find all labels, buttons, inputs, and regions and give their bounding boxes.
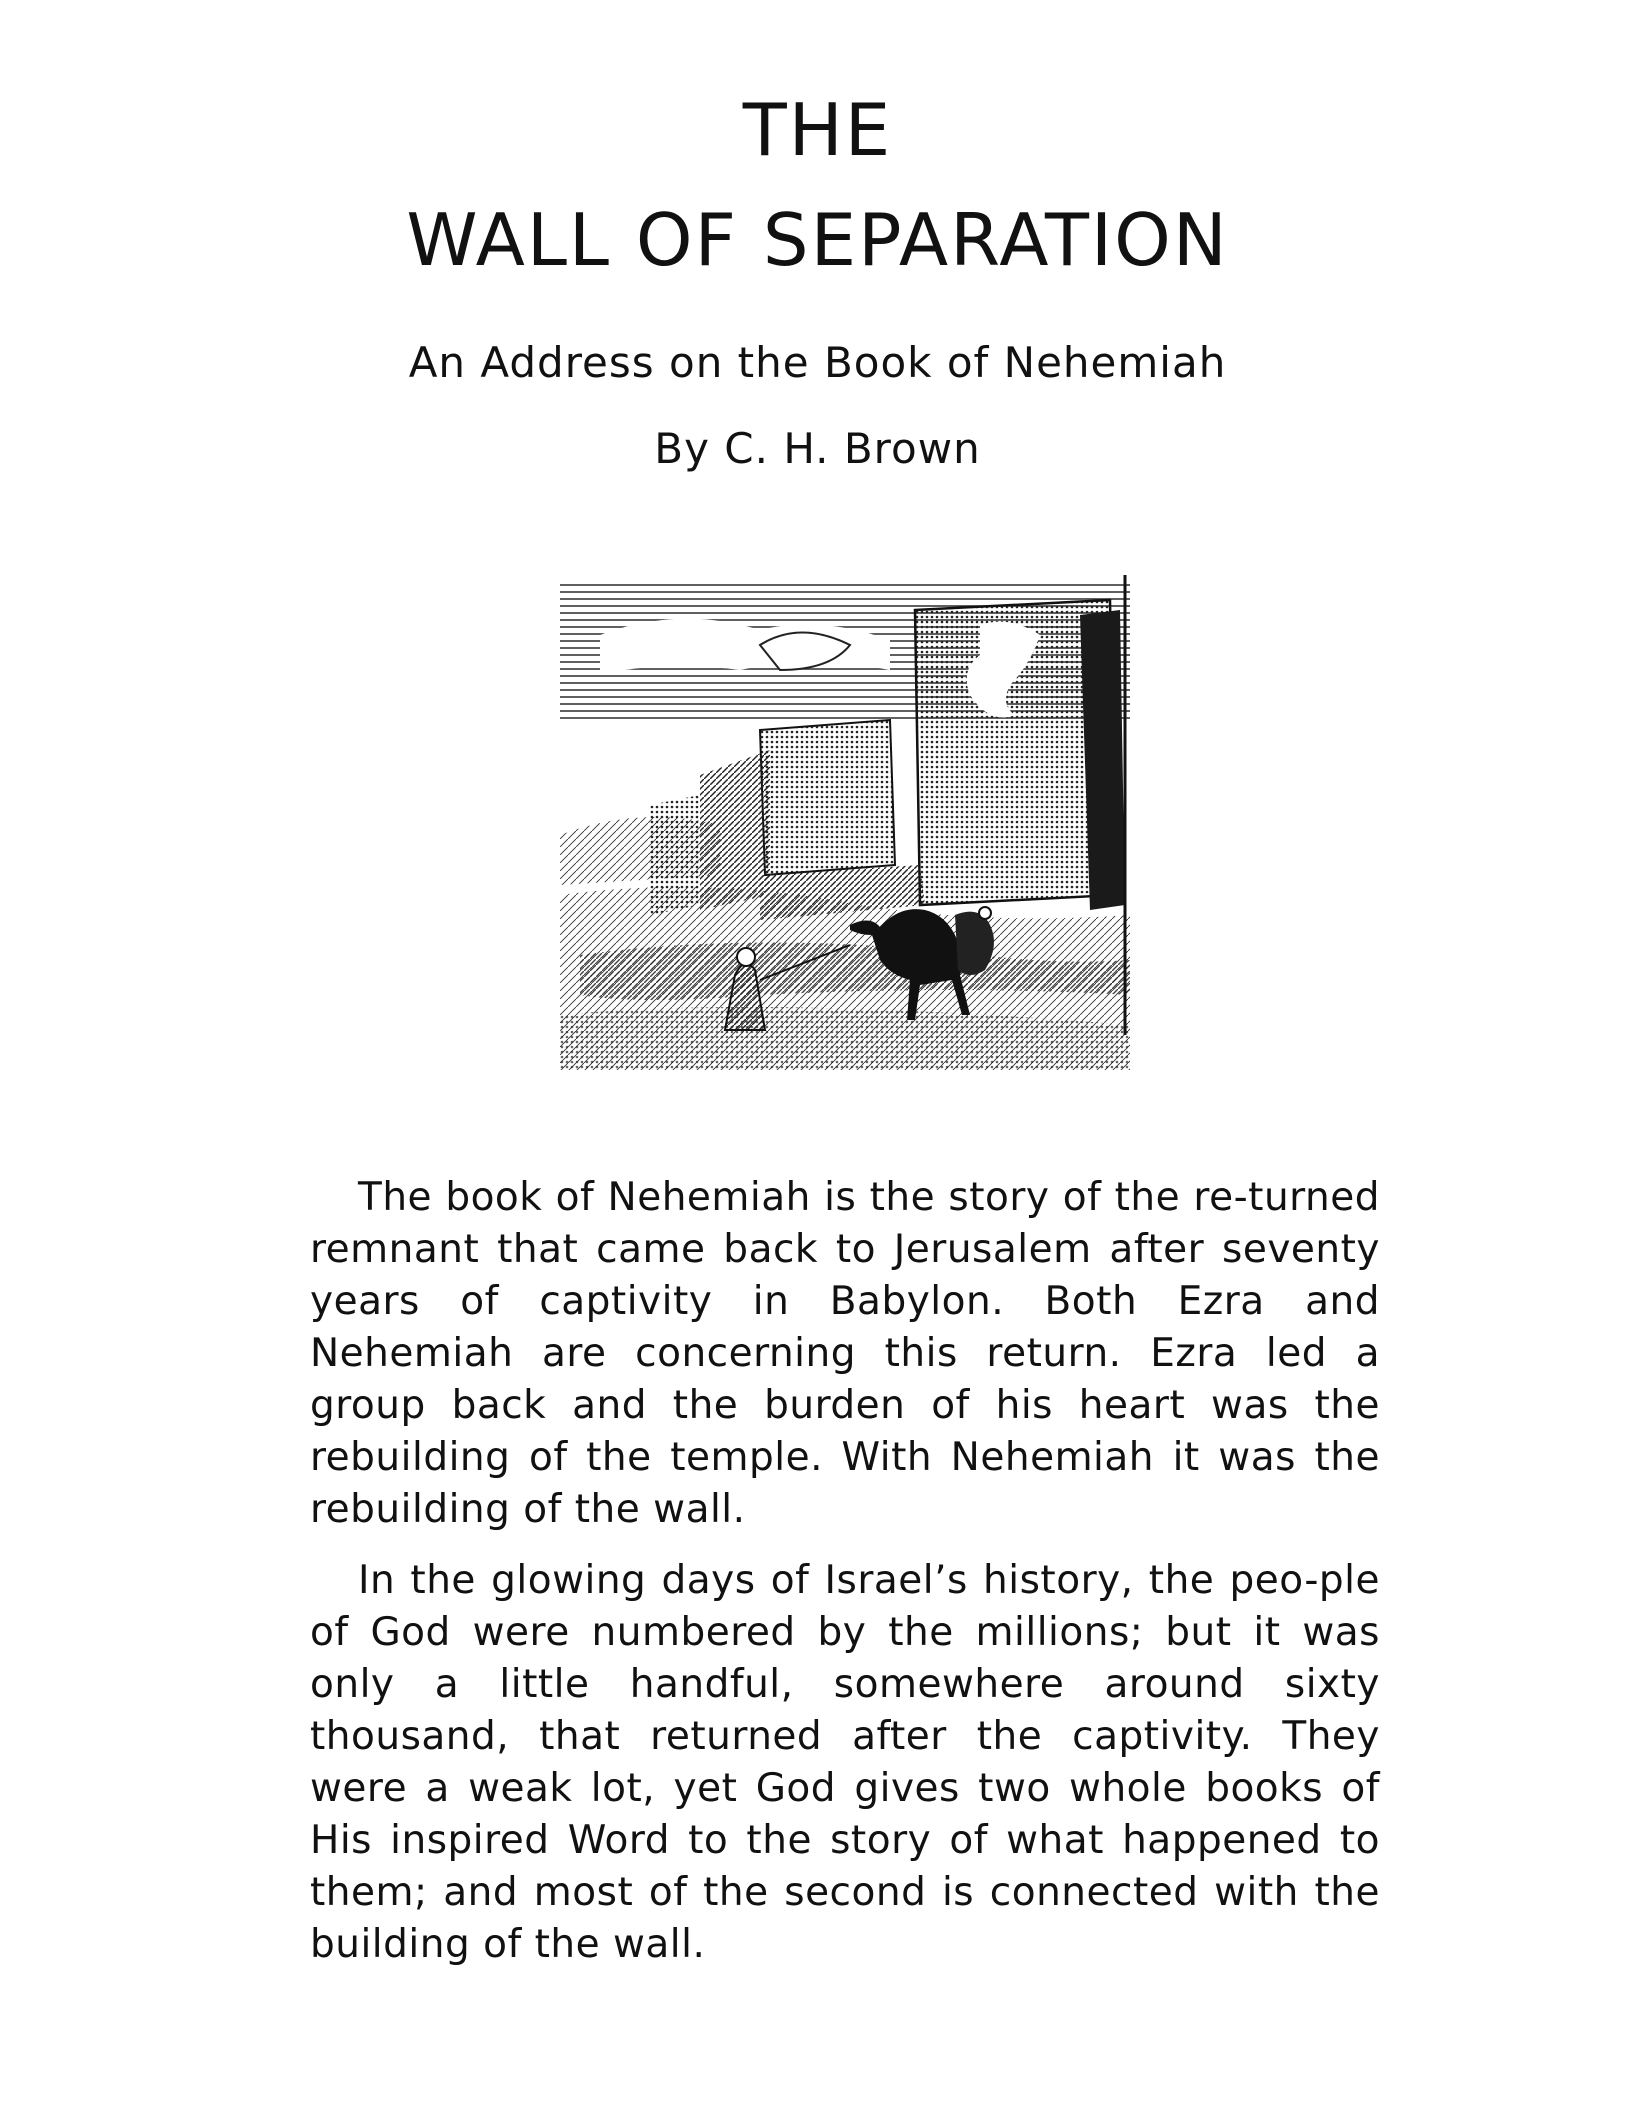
paragraph-1: The book of Nehemiah is the story of the re-turned remnant that came back to Jerusalem after seventy years of captivity in Babylon. Both Ezra and Nehemiah are concerning this return. Ezra led a group back and the burden of his heart was the rebuilding of the temple. With Nehemiah it was the rebuilding of the wall. [310,1175,1380,1532]
paragraph-2: In the glowing days of Israel’s history, the peo-ple of God were numbered by the millions; but it was only a little handful, somewhere around sixty thousand, that returned after the captivity. They were a weak lot, yet God gives two whole books of His inspired Word to the story of what happened to them; and most of the second is connected with the building of the wall. [310,1558,1380,1967]
title-line-2: WALL OF SEPARATION [406,198,1229,282]
author-byline: By C. H. Brown [654,424,981,473]
wall-illustration [560,575,1130,1070]
title-line-1: THE [742,88,893,172]
subtitle: An Address on the Book of Nehemiah [408,338,1227,387]
